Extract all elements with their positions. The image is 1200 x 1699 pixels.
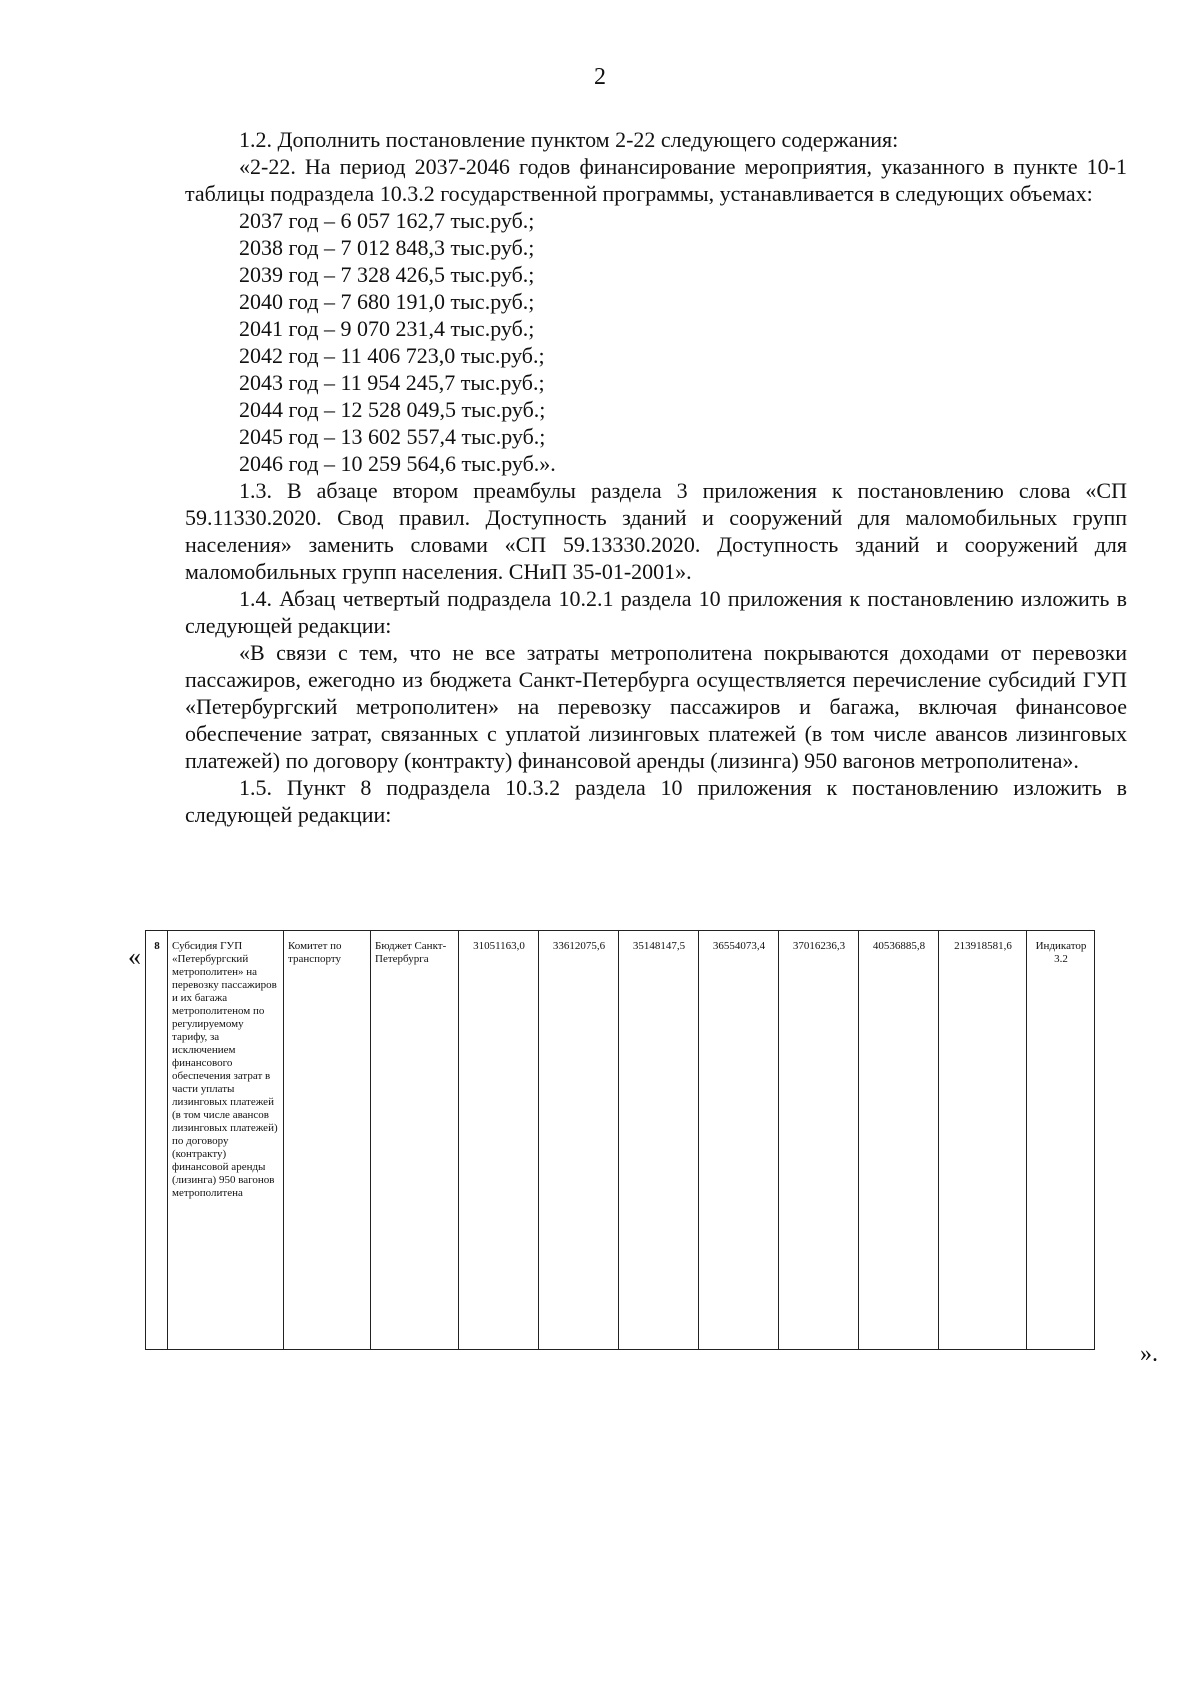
cell-value: 37016236,3	[779, 931, 859, 1350]
page-number: 2	[594, 64, 606, 90]
list-item: 2046 год – 10 259 564,6 тыс.руб.».	[239, 451, 556, 476]
list-item: 2039 год – 7 328 426,5 тыс.руб.;	[239, 262, 535, 287]
paragraph-1-2: 1.2. Дополнить постановление пунктом 2-22 следующего содержания:	[239, 127, 899, 152]
table-open-quote: «	[128, 942, 141, 971]
activity-name-text: Субсидия ГУП «Петербургский метрополитен» на перевозку пассажиров и их багажа метрополитеном по регулируемому тарифу, за исключением финансового обеспечения затрат в части уплаты лизинговых платежей (в том числе авансов лизинговых платежей) по договору (контракту) финансовой аренды (лизинга) 950 вагонов метрополитена	[172, 940, 278, 1199]
cell-value: 40536885,8	[859, 931, 939, 1350]
cell-total: 213918581,6	[939, 931, 1027, 1350]
list-item: 2043 год – 11 954 245,7 тыс.руб.;	[239, 370, 545, 395]
list-item: 2040 год – 7 680 191,0 тыс.руб.;	[239, 289, 535, 314]
cell-value: 31051163,0	[459, 931, 539, 1350]
list-item: 2037 год – 6 057 162,7 тыс.руб.;	[239, 208, 535, 233]
cell-funding-source: Бюджет Санкт-Петербурга	[371, 931, 459, 1350]
paragraph-1-3: 1.3. В абзаце втором преамбулы раздела 3 приложения к постановлению слова «СП 59.11330.2020. Свод правил. Доступность зданий и сооружений для маломобильных групп населения» заменить словами «СП 59.13330.2020. Доступность зданий и сооружений для маломобильных групп населения. СНиП 35-01-2001».	[185, 478, 1127, 584]
cell-value: 36554073,4	[699, 931, 779, 1350]
cell-value: 35148147,5	[619, 931, 699, 1350]
paragraph-1-4: 1.4. Абзац четвертый подраздела 10.2.1 раздела 10 приложения к постановлению изложить в следующей редакции:	[185, 586, 1127, 638]
paragraph-1-4-quote: «В связи с тем, что не все затраты метрополитена покрываются доходами от перевозки пассажиров, ежегодно из бюджета Санкт-Петербурга осуществляется перечисление субсидий ГУП «Петербургский метрополитен» на перевозку пассажиров и багажа, включая финансовое обеспечение затрат, связанных с уплатой лизинговых платежей (в том числе авансов лизинговых платежей) по договору (контракту) финансовой аренды (лизинга) 950 вагонов метрополитена».	[185, 640, 1127, 773]
cell-value: 33612075,6	[539, 931, 619, 1350]
funding-years-list	[185, 207, 1127, 477]
list-item: 2044 год – 12 528 049,5 тыс.руб.;	[239, 397, 546, 422]
program-table	[145, 930, 1095, 1350]
table-close-quote: ».	[1140, 1341, 1158, 1367]
cell-executor: Комитет по транспорту	[284, 931, 371, 1350]
list-item: 2042 год – 11 406 723,0 тыс.руб.;	[239, 343, 545, 368]
paragraph-1-5: 1.5. Пункт 8 подраздела 10.3.2 раздела 10 приложения к постановлению изложить в следующей редакции:	[185, 775, 1127, 827]
cell-indicator: Индикатор 3.2	[1027, 931, 1095, 1350]
paragraph-2-22: «2-22. На период 2037-2046 годов финансирование мероприятия, указанного в пункте 10-1 таблицы подраздела 10.3.2 государственной программы, устанавливается в следующих объемах:	[185, 154, 1127, 206]
list-item: 2041 год – 9 070 231,4 тыс.руб.;	[239, 316, 535, 341]
cell-activity-name	[168, 931, 284, 1350]
list-item: 2038 год – 7 012 848,3 тыс.руб.;	[239, 235, 535, 260]
cell-number: 8	[146, 931, 168, 1350]
table-row	[146, 931, 1095, 1350]
program-table-wrapper	[145, 930, 1095, 1350]
list-item: 2045 год – 13 602 557,4 тыс.руб.;	[239, 424, 546, 449]
document-body	[185, 126, 1127, 828]
